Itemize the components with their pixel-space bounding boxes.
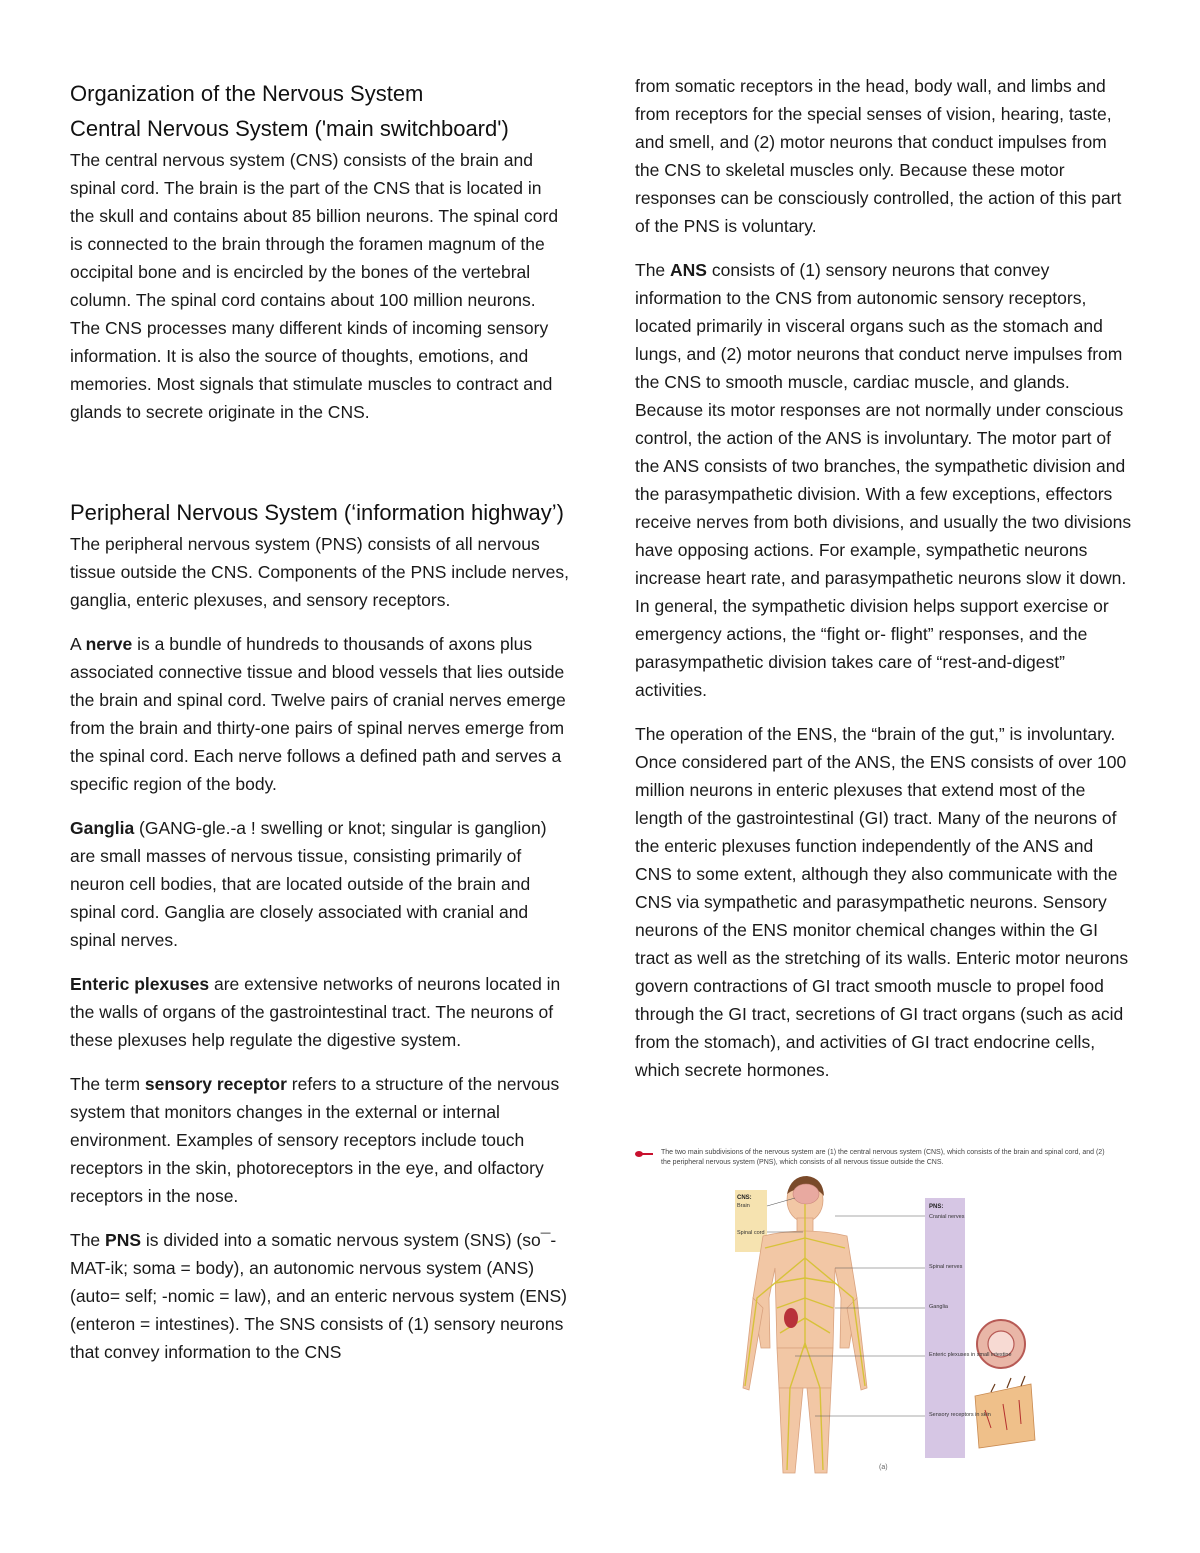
right-column [635, 72, 1135, 1084]
panel-label: (a) [879, 1464, 888, 1471]
ganglia-term: Ganglia [70, 818, 135, 838]
nerve-text: is a bundle of hundreds to thousands of axons plus associated connective tissue and blood vessels that lies outside the brain and spinal cord. Twelve pairs of cranial nerves emerge from the brain and thirty-one pairs of spinal nerves emerge from the spinal cord. Each nerve follows a defined path and serves a specific region of the body. [70, 634, 566, 794]
enteric-plexuses-label: Enteric plexuses in small intestine [929, 1352, 1012, 1358]
cranial-nerves-label: Cranial nerves [929, 1214, 965, 1220]
ans-text: consists of (1) sensory neurons that convey information to the CNS from autonomic sensory receptors, located primarily in visceral organs such as the stomach and lungs, and (2) motor neurons that conduct nerve impulses from the CNS to smooth muscle, cardiac muscle, and glands. Because its motor responses are not normally under conscious control, the action of the ANS is involuntary. The motor part of the ANS consists of two branches, the sympathetic division and the parasympathetic division. With a few exceptions, effectors receive nerves from both divisions, and usually the two divisions have opposing actions. For example, sympathetic neurons increase heart rate, and parasympathetic neurons slow it down. In general, the sympathetic division helps support exercise or emergency actions, the “fight or- flight” responses, and the parasympathetic division takes care of “rest-and-digest” activities. [635, 260, 1132, 700]
ens-paragraph: The operation of the ENS, the “brain of the gut,” is involuntary. Once considered part of the ANS, the ENS consists of over 100 million neurons in enteric plexuses that extend most of the length of the gastrointestinal (GI) tract. Many of the neurons of the enteric plexuses function independently of the ANS and CNS to some extent, although they also communicate with the CNS via sympathetic and parasympathetic neurons. Sensory neurons of the ENS monitor chemical changes within the GI tract as well as the stretching of its walls. Enteric motor neurons govern contractions of GI tract smooth muscle to propel food through the GI tract, secretions of GI tract organs (such as acid from the stomach), and activities of GI tract endocrine cells, which secrete hormones. [635, 724, 1129, 1080]
nerve-pre: A [70, 634, 86, 654]
enteric-term: Enteric plexuses [70, 974, 210, 994]
page-title: Organization of the Nervous System [70, 81, 424, 106]
nervous-system-illustration [635, 1148, 1135, 1478]
pnsdiv-pre: The [70, 1230, 106, 1250]
sensory-pre: The term [70, 1074, 145, 1094]
cns-heading: Central Nervous System ('main switchboard') [70, 116, 509, 141]
organ-shape [784, 1308, 798, 1328]
ganglia-paragraph [70, 814, 570, 954]
intestine-cross-section [977, 1320, 1025, 1368]
left-column [70, 76, 570, 1366]
pns-term: PNS [105, 1230, 142, 1250]
ganglia-label: Ganglia [929, 1304, 948, 1310]
pns-label-box [925, 1198, 965, 1458]
brain-label: Brain [737, 1203, 750, 1209]
sensory-paragraph [70, 1070, 570, 1210]
brain-shape [793, 1184, 819, 1204]
sns-continued-paragraph: from somatic receptors in the head, body wall, and limbs and from receptors for the special senses of vision, hearing, taste, and smell, and (2) motor neurons that conduct impulses from the CNS to skeletal muscles only. Because these motor responses can be consciously controlled, the action of this part of the PNS is voluntary. [635, 76, 1122, 236]
spinal-cord-label: Spinal cord [737, 1230, 765, 1236]
sensory-text: refers to a structure of the nervous system that monitors changes in the external or internal environment. Examples of sensory receptors include touch receptors in the skin, photoreceptors in the eye, and olfactory receptors in the nose. [70, 1074, 560, 1206]
ganglia-text: (GANG-gle.-a ! swelling or knot; singular is ganglion) are small masses of nervous tissue, consisting primarily of neuron cell bodies, that are located outside of the brain and spinal cord. Ganglia are closely associated with cranial and spinal nerves. [70, 818, 547, 950]
enteric-text: are extensive networks of neurons located in the walls of organs of the gastrointestinal tract. The neurons of these plexuses help regulate the digestive system. [70, 974, 561, 1050]
sensory-receptors-label: Sensory receptors in skin [929, 1412, 991, 1418]
ans-paragraph [635, 256, 1135, 704]
sensory-term: sensory receptor [144, 1074, 287, 1094]
pns-label: PNS: [929, 1204, 944, 1210]
figure-caption: The two main subdivisions of the nervous system are (1) the central nervous system (CNS), which consists of the brain and spinal cord, and (2) the peripheral nervous system (PNS), which consists of all nervous tissue outside the CNS. [661, 1149, 1105, 1166]
spinal-nerves-label: Spinal nerves [929, 1264, 963, 1270]
cns-label: CNS: [737, 1195, 752, 1201]
pns-heading: Peripheral Nervous System (‘information highway’) [70, 500, 564, 525]
nerve-term: nerve [85, 634, 133, 654]
ans-term: ANS [670, 260, 707, 280]
pns-paragraph: The peripheral nervous system (PNS) consists of all nervous tissue outside the CNS. Components of the PNS include nerves, ganglia, enteric plexuses, and sensory receptors. [70, 534, 570, 610]
ans-pre: The [635, 260, 671, 280]
cns-paragraph: The central nervous system (CNS) consists of the brain and spinal cord. The brain is the part of the CNS that is located in the skull and contains about 85 billion neurons. The spinal cord is connected to the brain through the foramen magnum of the occipital bone and is encircled by the bones of the vertebral column. The spinal cord contains about 100 million neurons. The CNS processes many different kinds of incoming sensory information. It is also the source of thoughts, emotions, and memories. Most signals that stimulate muscles to contract and glands to secrete originate in the CNS. [70, 150, 559, 422]
pnsdiv-text: is divided into a somatic nervous system (SNS) (so¯-MAT-ik; soma = body), an autonomic nervous system (ANS)(auto= self; -nomic = law), and an enteric nervous system (ENS) (enteron = intestines). The SNS consists of (1) sensory neurons that convey information to the CNS [70, 1230, 568, 1362]
nervous-system-figure [635, 1148, 1135, 1478]
enteric-paragraph [70, 970, 570, 1054]
nerve-paragraph [70, 630, 570, 798]
pns-division-paragraph [70, 1226, 570, 1366]
